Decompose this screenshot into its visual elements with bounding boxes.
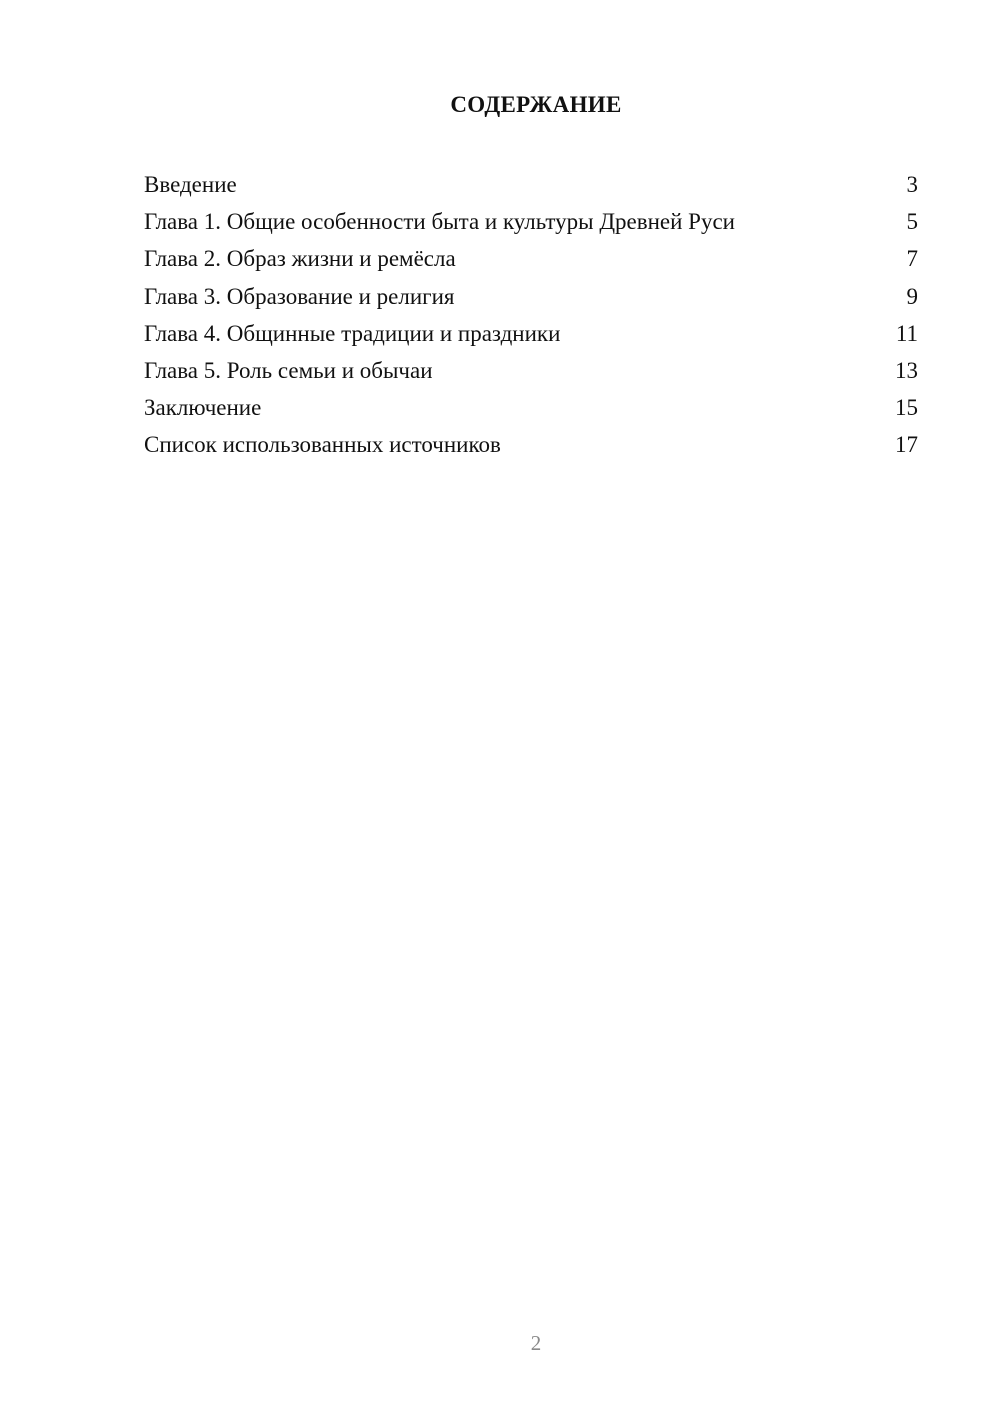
table-of-contents xyxy=(144,166,918,464)
toc-entry-references[interactable] xyxy=(144,426,918,463)
page-number: 2 xyxy=(530,1331,542,1355)
toc-entry-conclusion[interactable] xyxy=(144,389,918,426)
toc-entry-page: 17 xyxy=(895,432,918,458)
toc-entry-chapter-2[interactable] xyxy=(144,240,918,277)
toc-entry-page: 3 xyxy=(906,172,918,197)
toc-entry-chapter-4[interactable] xyxy=(144,315,918,352)
toc-entry-chapter-5[interactable] xyxy=(144,352,918,389)
toc-entry-page: 13 xyxy=(895,357,918,383)
toc-entry-page: 5 xyxy=(906,209,918,235)
page-title: СОДЕРЖАНИЕ xyxy=(450,92,622,117)
toc-entry-introduction[interactable] xyxy=(144,166,918,203)
toc-entry-chapter-1[interactable] xyxy=(144,203,918,240)
toc-entry-title: Глава 1. Общие особенности быта и культуры Древней Руси xyxy=(144,209,735,235)
toc-entry-page: 11 xyxy=(895,320,918,346)
toc-entry-page: 9 xyxy=(906,283,918,309)
toc-entry-title: Введение xyxy=(144,172,237,197)
toc-entry-title: Заключение xyxy=(144,395,262,421)
toc-entry-title: Глава 5. Роль семьи и обычаи xyxy=(144,357,433,383)
toc-entry-title: Глава 4. Общинные традиции и праздники xyxy=(144,320,561,346)
toc-entry-page: 7 xyxy=(906,246,918,272)
toc-entry-title: Список использованных источников xyxy=(144,432,501,458)
toc-entry-page: 15 xyxy=(895,395,918,421)
toc-entry-chapter-3[interactable] xyxy=(144,278,918,315)
toc-entry-title: Глава 2. Образ жизни и ремёсла xyxy=(144,246,456,272)
toc-entry-title: Глава 3. Образование и религия xyxy=(144,283,455,309)
